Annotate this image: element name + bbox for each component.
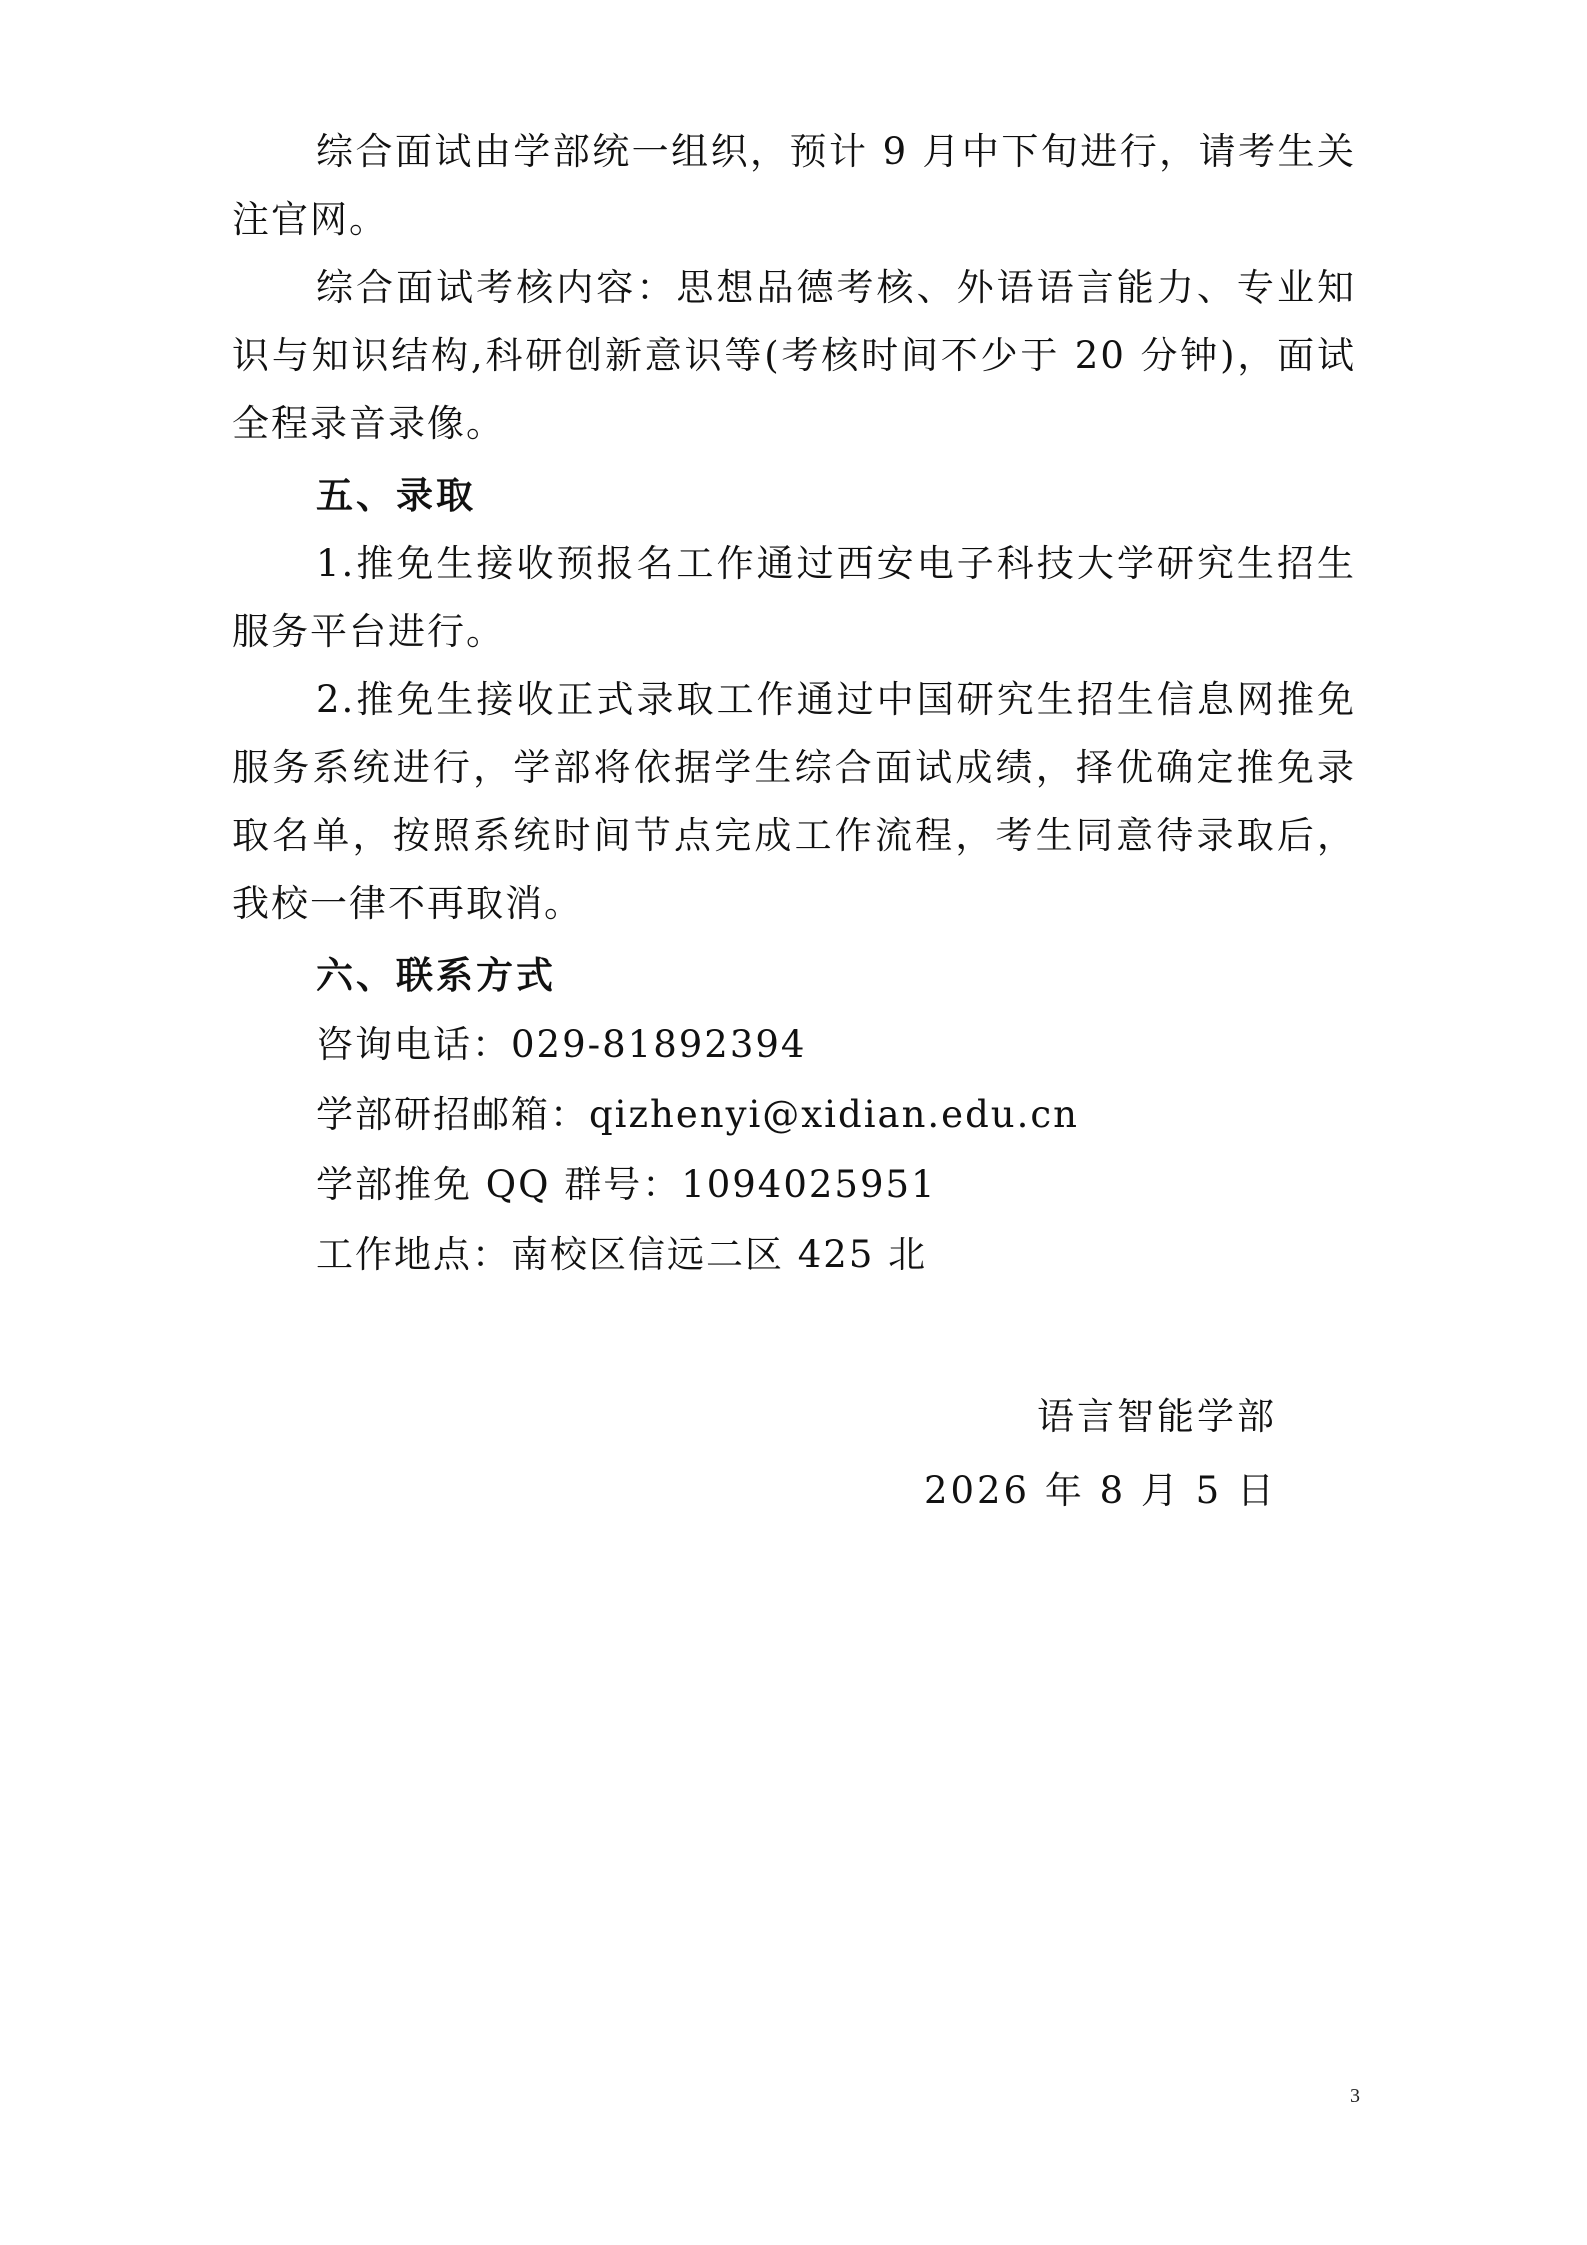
signature-block [924, 1380, 1277, 1528]
section-heading-contact: 六、联系方式 [316, 953, 556, 997]
contact-address: 工作地点：南校区信远二区 425 北 [316, 1233, 928, 1276]
contact-email: 学部研招邮箱：qizhenyi@xidian.edu.cn [316, 1093, 1079, 1136]
section-heading-admission: 五、录取 [316, 473, 476, 517]
paragraph-interview-content: 综合面试考核内容：思想品德考核、外语语言能力、专业知识与知识结构,科研创新意识等(考核时间不少于 20 分钟)，面试全程录音录像。 [232, 266, 1356, 445]
contact-qq-group: 学部推免 QQ 群号：1094025951 [316, 1163, 937, 1206]
signature-org: 语言智能学部 [1037, 1395, 1277, 1438]
document-body [232, 118, 1356, 1290]
paragraph-interview-schedule: 综合面试由学部统一组织，预计 9 月中下旬进行，请考生关注官网。 [232, 130, 1356, 241]
paragraph-admission-item-2: 2.推免生接收正式录取工作通过中国研究生招生信息网推免服务系统进行，学部将依据学生综合面试成绩，择优确定推免录取名单，按照系统时间节点完成工作流程，考生同意待录取后，我校一律不再取消。 [232, 678, 1356, 925]
paragraph-admission-item-1: 1.推免生接收预报名工作通过西安电子科技大学研究生招生服务平台进行。 [232, 542, 1356, 653]
contact-phone: 咨询电话：029-81892394 [316, 1023, 807, 1066]
signature-date: 2026 年 8 月 5 日 [923, 1469, 1277, 1512]
page-number: 3 [1350, 2085, 1360, 2107]
